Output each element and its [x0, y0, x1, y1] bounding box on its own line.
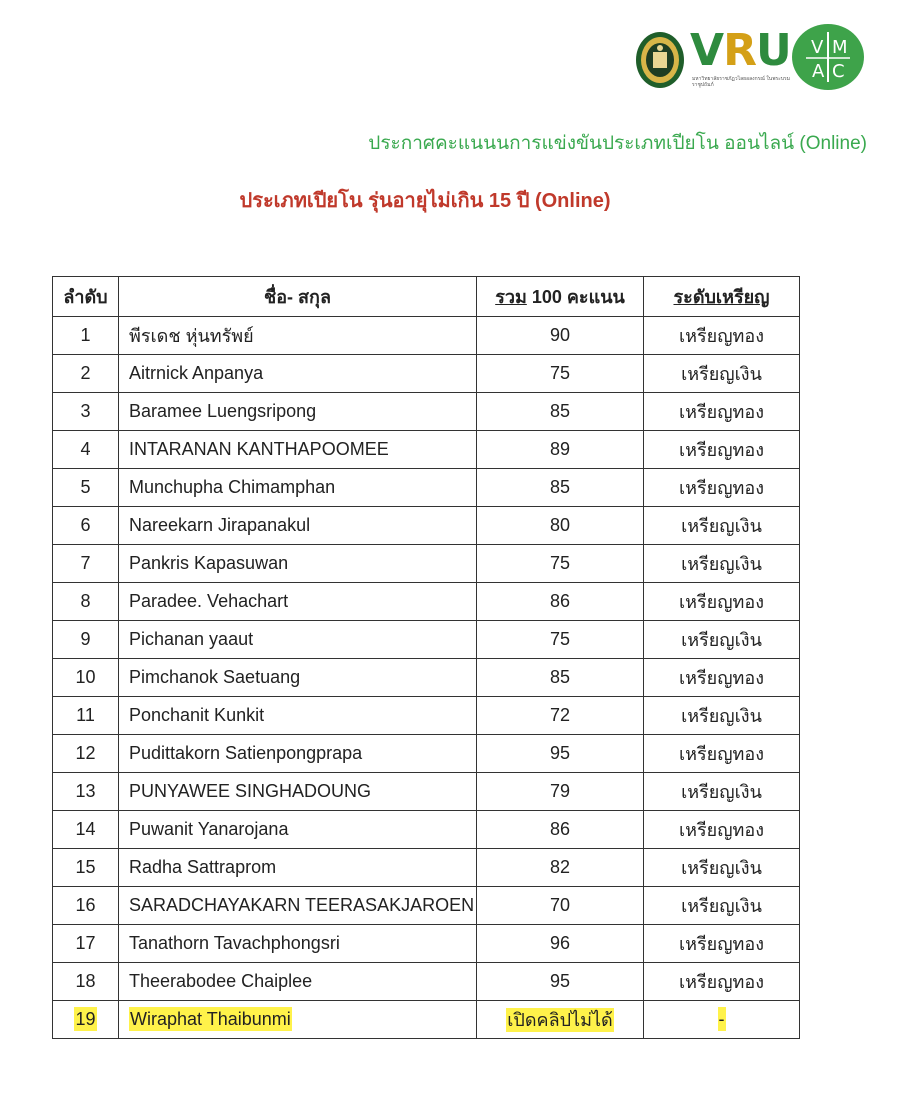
cell-score: [477, 811, 644, 849]
cell-medal-text: เหรียญทอง: [678, 934, 765, 954]
cell-no-text: 14: [75, 819, 96, 839]
cell-name: [119, 963, 477, 1001]
cell-score-text: 75: [549, 363, 571, 383]
cell-score-text: 90: [549, 325, 571, 345]
cell-score: [477, 583, 644, 621]
logo-area: [630, 22, 880, 102]
cell-medal: [644, 507, 800, 545]
cell-no-text: 7: [80, 553, 91, 573]
cell-medal-text: เหรียญทอง: [678, 744, 765, 764]
cell-score: [477, 431, 644, 469]
cell-name-text: Wiraphat Thaibunmi: [130, 1009, 291, 1029]
table-row: [53, 773, 800, 811]
cell-no-text: 2: [80, 363, 91, 383]
cell-no-text: 17: [75, 933, 96, 953]
cell-no: [53, 469, 119, 507]
svg-text:C: C: [832, 61, 845, 82]
vru-logo-text: VRU: [690, 25, 791, 76]
cell-score-text: 70: [549, 895, 571, 915]
header-medal-label: ระดับเหรียญ: [673, 287, 770, 307]
cell-medal: [644, 659, 800, 697]
cell-no: [53, 1001, 119, 1039]
cell-score: [477, 355, 644, 393]
cell-medal-text: เหรียญเงิน: [681, 706, 762, 726]
cell-no: [53, 621, 119, 659]
cell-no: [53, 583, 119, 621]
cell-no-text: 16: [75, 895, 96, 915]
cell-medal: [644, 317, 800, 355]
cell-medal: [644, 431, 800, 469]
cell-score: [477, 317, 644, 355]
table-row: [53, 583, 800, 621]
cell-score: [477, 1001, 644, 1039]
cell-name: [119, 317, 477, 355]
table-row: [53, 735, 800, 773]
cell-no-text: 10: [75, 667, 96, 687]
cell-medal-text: -: [718, 1009, 725, 1029]
header-score-suffix: 100 คะแนน: [531, 287, 625, 307]
cell-score: [477, 621, 644, 659]
cell-name-text: Paradee. Vehachart: [129, 591, 289, 611]
cell-medal: [644, 1001, 800, 1039]
cell-no-text: 12: [75, 743, 96, 763]
svg-text:M: M: [832, 37, 848, 58]
cell-name: [119, 431, 477, 469]
cell-name: [119, 393, 477, 431]
cell-name: [119, 697, 477, 735]
cell-score: [477, 735, 644, 773]
cell-no: [53, 317, 119, 355]
cell-no-text: 19: [75, 1009, 96, 1029]
header-score-prefix: รวม: [495, 287, 527, 307]
cell-score-text: 95: [549, 971, 571, 991]
table-row: [53, 659, 800, 697]
cell-no-text: 18: [75, 971, 96, 991]
table-row: [53, 507, 800, 545]
cell-name-text: Tanathorn Tavachphongsri: [129, 933, 340, 953]
cell-medal: [644, 887, 800, 925]
cell-medal: [644, 925, 800, 963]
cell-medal-text: เหรียญเงิน: [681, 630, 762, 650]
cell-score-text: 86: [549, 591, 571, 611]
svg-text:A: A: [812, 61, 825, 82]
cell-score-text: เปิดคลิปไม่ได้: [507, 1010, 613, 1030]
cell-score: [477, 849, 644, 887]
cell-medal-text: เหรียญทอง: [678, 668, 765, 688]
cell-medal: [644, 849, 800, 887]
table-row: [53, 849, 800, 887]
cell-no: [53, 545, 119, 583]
cell-medal-text: เหรียญทอง: [678, 820, 765, 840]
cell-name: [119, 773, 477, 811]
cell-medal: [644, 469, 800, 507]
table-header-row: [53, 277, 800, 317]
cell-score-text: 85: [549, 667, 571, 687]
cell-name: [119, 545, 477, 583]
table-row: [53, 469, 800, 507]
cell-name: [119, 735, 477, 773]
vru-logo-subtext: มหาวิทยาลัยราชภัฏวไลยอลงกรณ์ ในพระบรมราชูปถัมภ์: [692, 76, 791, 88]
cell-name-text: Theerabodee Chaiplee: [129, 971, 313, 991]
cell-no: [53, 735, 119, 773]
cell-name: [119, 355, 477, 393]
university-seal-icon: [634, 30, 686, 90]
cell-no: [53, 887, 119, 925]
cell-name: [119, 1001, 477, 1039]
cell-medal: [644, 773, 800, 811]
table-row: [53, 545, 800, 583]
cell-no: [53, 925, 119, 963]
table-row: [53, 621, 800, 659]
cell-score: [477, 925, 644, 963]
cell-medal: [644, 583, 800, 621]
results-body: [53, 317, 800, 1039]
cell-medal-text: เหรียญทอง: [678, 592, 765, 612]
cell-name: [119, 887, 477, 925]
cell-name-text: Pichanan yaaut: [129, 629, 254, 649]
cell-score: [477, 887, 644, 925]
cell-name-text: พีรเดช หุ่นทรัพย์: [129, 326, 254, 346]
cell-medal-text: เหรียญทอง: [678, 478, 765, 498]
cell-medal-text: เหรียญทอง: [678, 440, 765, 460]
cell-no: [53, 393, 119, 431]
cell-score: [477, 963, 644, 1001]
cell-medal-text: เหรียญเงิน: [681, 516, 762, 536]
cell-no-text: 3: [80, 401, 91, 421]
cell-name-text: Pankris Kapasuwan: [129, 553, 289, 573]
cell-medal-text: เหรียญเงิน: [681, 896, 762, 916]
cell-score: [477, 469, 644, 507]
cell-medal-text: เหรียญเงิน: [681, 782, 762, 802]
cell-score-text: 95: [549, 743, 571, 763]
cell-medal: [644, 697, 800, 735]
cell-score-text: 75: [549, 629, 571, 649]
cell-no: [53, 773, 119, 811]
table-row: [53, 317, 800, 355]
cell-name-text: Munchupha Chimamphan: [129, 477, 336, 497]
cell-name-text: Aitrnick Anpanya: [129, 363, 264, 383]
cell-no-text: 15: [75, 857, 96, 877]
cell-score: [477, 507, 644, 545]
cell-medal: [644, 545, 800, 583]
cell-score-text: 85: [549, 401, 571, 421]
svg-text:V: V: [811, 37, 824, 58]
cell-no: [53, 431, 119, 469]
cell-name-text: PUNYAWEE SINGHADOUNG: [129, 781, 372, 801]
cell-score: [477, 773, 644, 811]
cell-score-text: 85: [549, 477, 571, 497]
cell-no: [53, 963, 119, 1001]
cell-name-text: Baramee Luengsripong: [129, 401, 317, 421]
cell-score-text: 82: [549, 857, 571, 877]
cell-score-text: 80: [549, 515, 571, 535]
header-score: [477, 277, 644, 317]
cell-score-text: 96: [549, 933, 571, 953]
header-name: ชื่อ- สกุล: [119, 277, 477, 317]
header-medal: [644, 277, 800, 317]
table-row: [53, 1001, 800, 1039]
cell-name: [119, 925, 477, 963]
cell-score: [477, 393, 644, 431]
cell-no: [53, 355, 119, 393]
table-row: [53, 697, 800, 735]
cell-name: [119, 811, 477, 849]
cell-no: [53, 507, 119, 545]
cell-medal-text: เหรียญทอง: [678, 972, 765, 992]
cell-no-text: 1: [80, 325, 91, 345]
cell-no-text: 9: [80, 629, 91, 649]
cell-name-text: Nareekarn Jirapanakul: [129, 515, 311, 535]
cell-score-text: 79: [549, 781, 571, 801]
cell-name-text: Puwanit Yanarojana: [129, 819, 289, 839]
cell-medal: [644, 811, 800, 849]
cell-no: [53, 849, 119, 887]
cell-score-text: 75: [549, 553, 571, 573]
cell-score-text: 86: [549, 819, 571, 839]
cell-name: [119, 659, 477, 697]
cell-medal-text: เหรียญทอง: [678, 402, 765, 422]
cell-no: [53, 659, 119, 697]
cell-medal-text: เหรียญเงิน: [681, 364, 762, 384]
table-row: [53, 963, 800, 1001]
table-row: [53, 887, 800, 925]
cell-name: [119, 583, 477, 621]
table-row: [53, 811, 800, 849]
cell-medal: [644, 621, 800, 659]
cell-name: [119, 849, 477, 887]
cell-no-text: 11: [76, 705, 95, 725]
header-no: ลำดับ: [53, 277, 119, 317]
table-row: [53, 393, 800, 431]
cell-name: [119, 621, 477, 659]
vmic-logo-icon: [788, 22, 868, 92]
cell-name-text: Ponchanit Kunkit: [129, 705, 265, 725]
cell-medal: [644, 355, 800, 393]
cell-no: [53, 811, 119, 849]
cell-medal: [644, 735, 800, 773]
cell-name: [119, 469, 477, 507]
cell-medal: [644, 393, 800, 431]
cell-medal-text: เหรียญทอง: [678, 326, 765, 346]
cell-medal-text: เหรียญเงิน: [681, 858, 762, 878]
cell-score: [477, 697, 644, 735]
cell-score: [477, 659, 644, 697]
table-row: [53, 355, 800, 393]
cell-score: [477, 545, 644, 583]
announcement-subtitle: ประกาศคะแนนนการแข่งขันประเภทเปียโน ออนไลน์ (Online): [368, 133, 867, 154]
cell-name-text: INTARANAN KANTHAPOOMEE: [129, 439, 389, 459]
cell-score-text: 72: [549, 705, 571, 725]
cell-name-text: Pimchanok Saetuang: [129, 667, 301, 687]
cell-no: [53, 697, 119, 735]
cell-no-text: 5: [80, 477, 91, 497]
cell-name-text: SARADCHAYAKARN TEERASAKJAROEN: [129, 895, 475, 915]
table-row: [53, 925, 800, 963]
cell-medal-text: เหรียญเงิน: [681, 554, 762, 574]
cell-no-text: 8: [80, 591, 91, 611]
cell-no-text: 4: [80, 439, 91, 459]
cell-medal: [644, 963, 800, 1001]
cell-no-text: 6: [80, 515, 91, 535]
cell-no-text: 13: [75, 781, 96, 801]
cell-name-text: Radha Sattraprom: [129, 857, 277, 877]
table-row: [53, 431, 800, 469]
cell-score-text: 89: [549, 439, 571, 459]
cell-name-text: Pudittakorn Satienpongprapa: [129, 743, 363, 763]
category-title: ประเภทเปียโน รุ่นอายุไม่เกิน 15 ปี (Online): [239, 190, 611, 212]
cell-name: [119, 507, 477, 545]
results-table: [52, 276, 800, 1039]
